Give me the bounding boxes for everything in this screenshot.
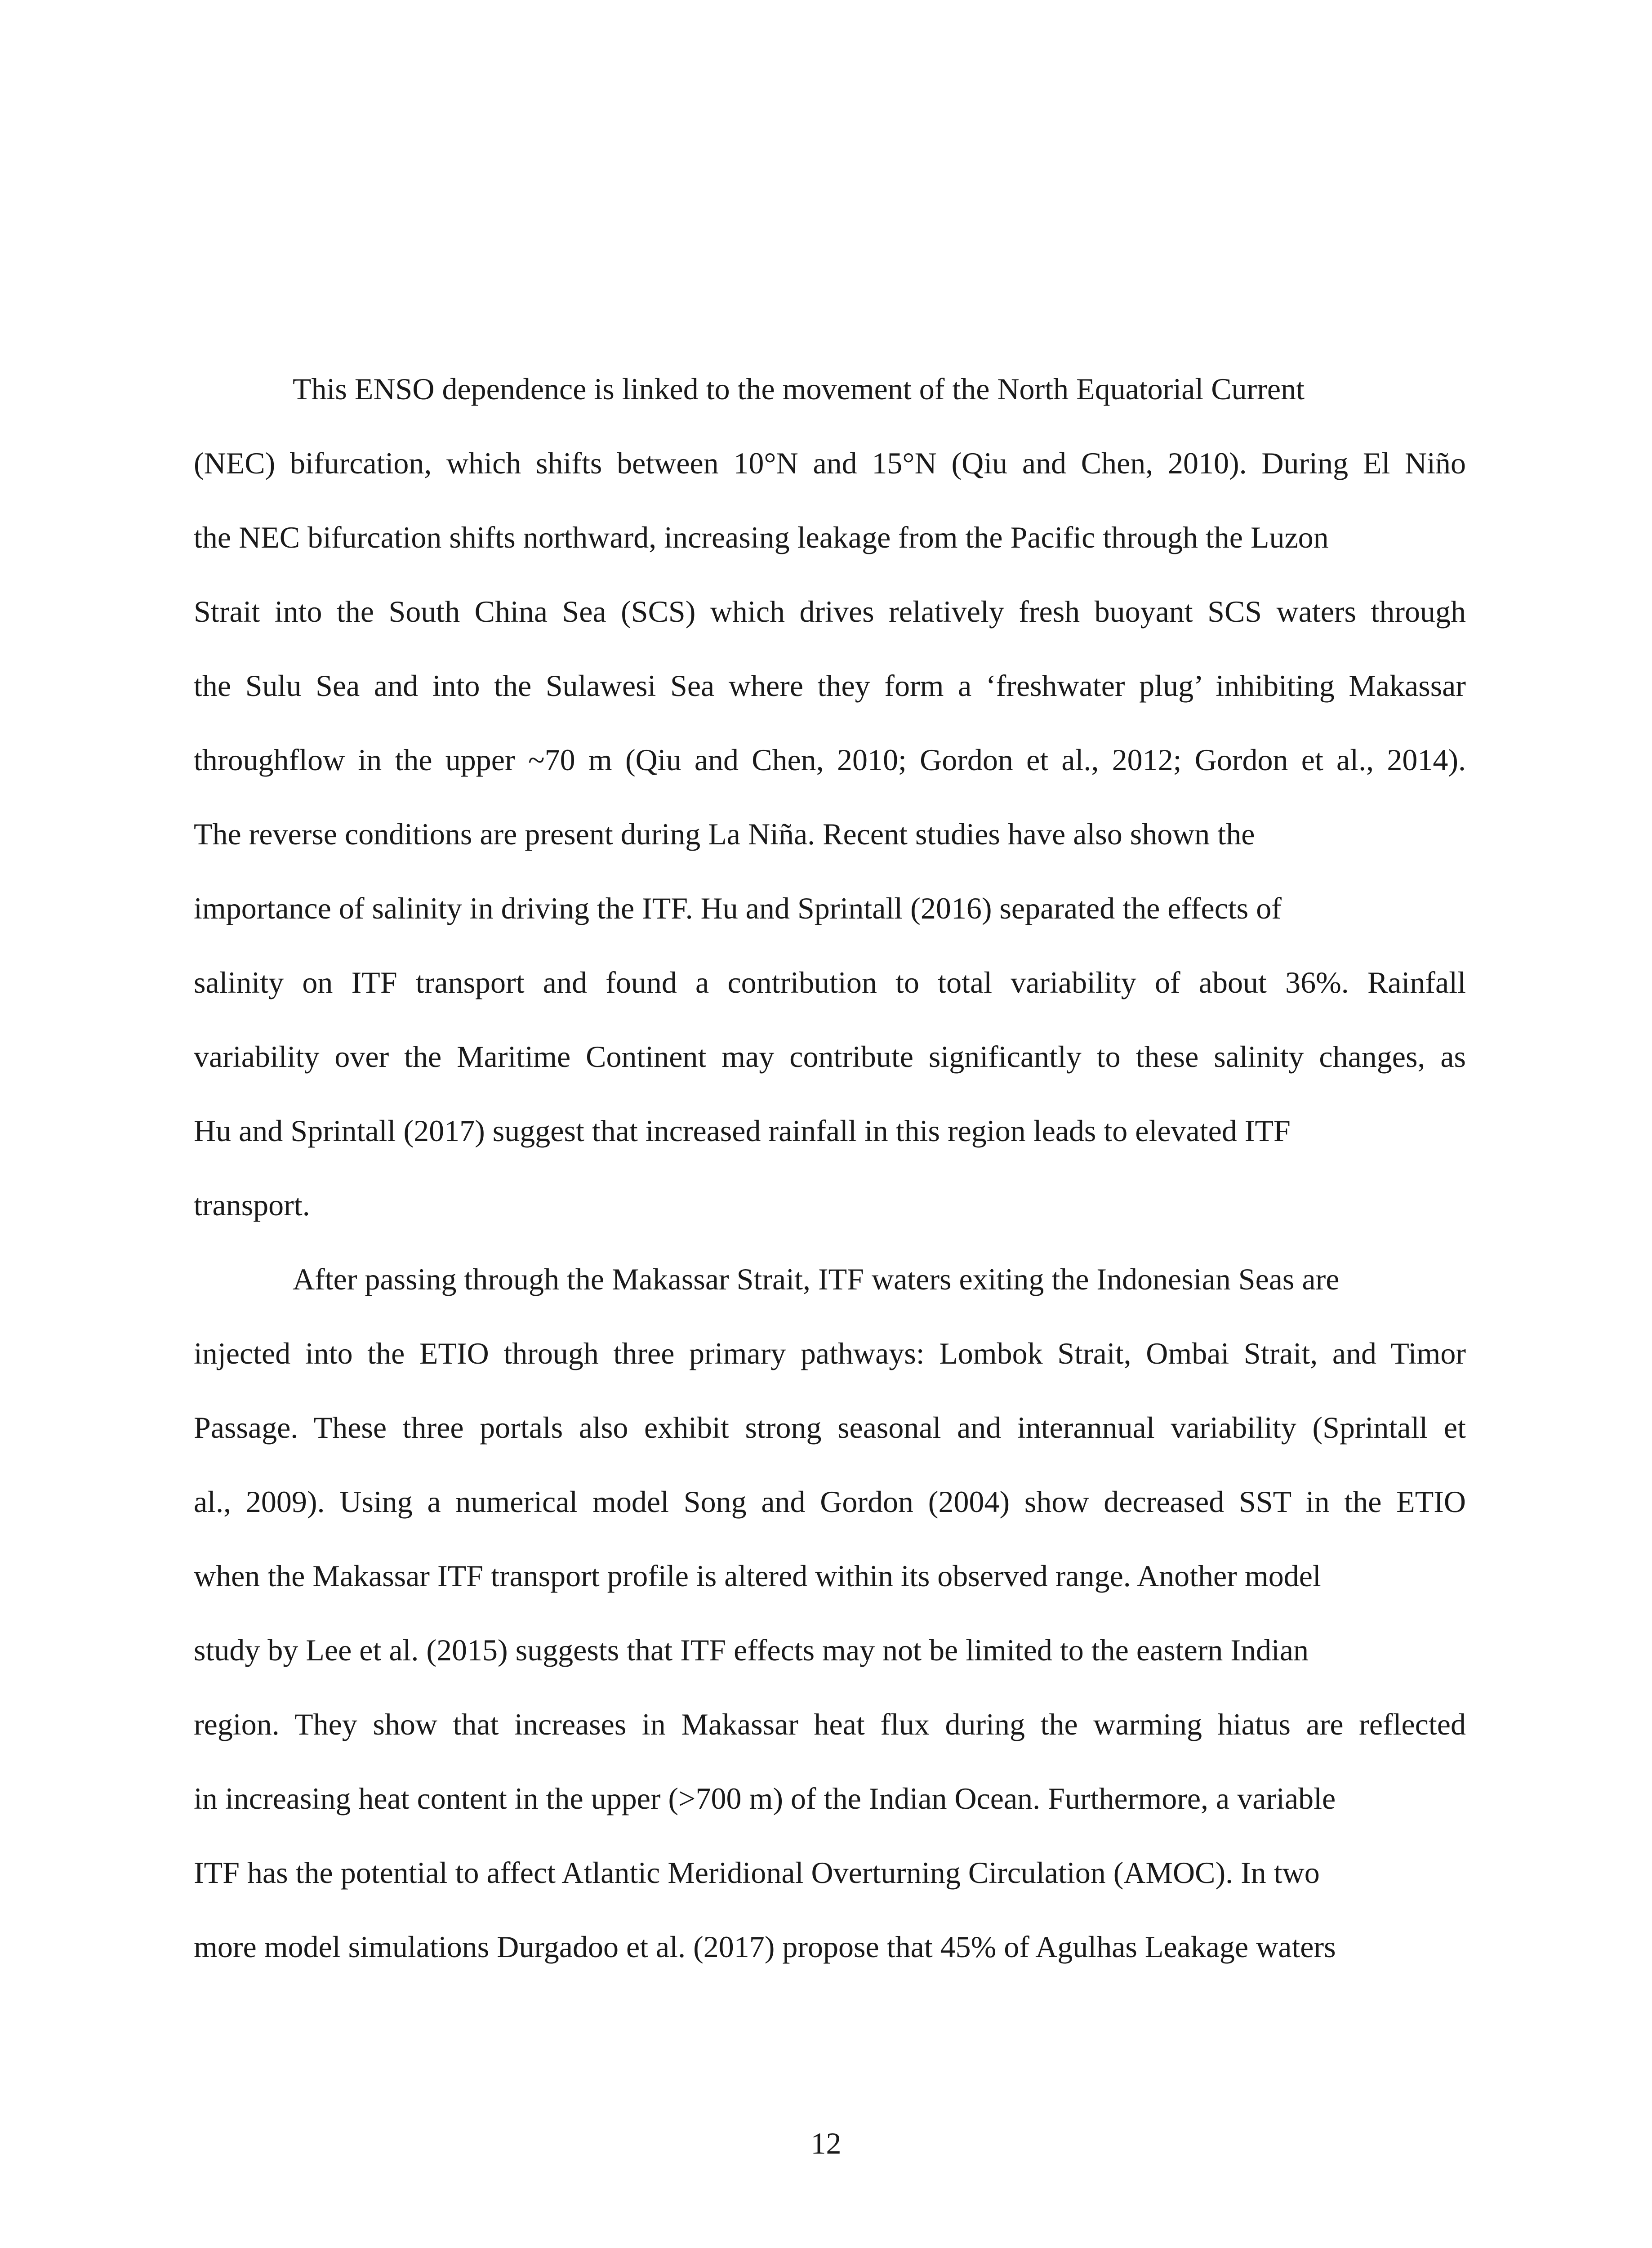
paragraph-1-line-7: The reverse conditions are present during La Niña. Recent studies have also shown the <box>194 817 1255 851</box>
paragraph-1-line-8: importance of salinity in driving the ITF. Hu and Sprintall (2016) separated the effects of <box>194 891 1282 925</box>
paragraph-2-line-5: when the Makassar ITF transport profile is altered within its observed range. Another model <box>194 1559 1321 1593</box>
paragraph-2-line-6: study by Lee et al. (2015) suggests that ITF effects may not be limited to the eastern Indian <box>194 1633 1309 1667</box>
paragraph-2-line-9: ITF has the potential to affect Atlantic Meridional Overturning Circulation (AMOC). In two <box>194 1855 1320 1890</box>
page-number: 12 <box>810 2126 842 2160</box>
paragraph-2-line-7: region. They show that increases in Makassar heat flux during the warming hiatus are reflected <box>194 1707 1466 1741</box>
paragraph-2-line-2: injected into the ETIO through three primary pathways: Lombok Strait, Ombai Strait, and Timor <box>194 1336 1466 1370</box>
paragraph-2-line-4: al., 2009). Using a numerical model Song and Gordon (2004) show decreased SST in the ETIO <box>194 1485 1466 1519</box>
paragraph-2-line-3: Passage. These three portals also exhibit strong seasonal and interannual variability (Sprintall et <box>194 1410 1466 1445</box>
paragraph-1-line-4: Strait into the South China Sea (SCS) which drives relatively fresh buoyant SCS waters through <box>194 594 1466 629</box>
paragraph-1-line-10: variability over the Maritime Continent may contribute significantly to these salinity changes, as <box>194 1039 1466 1074</box>
paragraph-1-line-1: This ENSO dependence is linked to the movement of the North Equatorial Current <box>293 372 1305 406</box>
paragraph-2-line-1: After passing through the Makassar Strait, ITF waters exiting the Indonesian Seas are <box>293 1262 1340 1296</box>
paragraph-1-line-2: (NEC) bifurcation, which shifts between 10°N and 15°N (Qiu and Chen, 2010). During El Niño <box>194 446 1466 480</box>
paragraph-1-line-5: the Sulu Sea and into the Sulawesi Sea where they form a ‘freshwater plug’ inhibiting Makassar <box>194 669 1466 703</box>
paragraph-2-line-8: in increasing heat content in the upper (>700 m) of the Indian Ocean. Furthermore, a variable <box>194 1781 1336 1815</box>
paragraph-1-line-6: throughflow in the upper ~70 m (Qiu and Chen, 2010; Gordon et al., 2012; Gordon et al., 2014). <box>194 743 1466 777</box>
paragraph-1-line-11: Hu and Sprintall (2017) suggest that increased rainfall in this region leads to elevated ITF <box>194 1114 1291 1148</box>
paragraph-2-line-10: more model simulations Durgadoo et al. (2017) propose that 45% of Agulhas Leakage waters <box>194 1930 1336 1964</box>
paragraph-1-line-12: transport. <box>194 1188 310 1222</box>
paragraph-1-line-3: the NEC bifurcation shifts northward, increasing leakage from the Pacific through the Luzon <box>194 520 1329 554</box>
paragraph-1-line-9: salinity on ITF transport and found a contribution to total variability of about 36%. Rainfall <box>194 965 1466 999</box>
